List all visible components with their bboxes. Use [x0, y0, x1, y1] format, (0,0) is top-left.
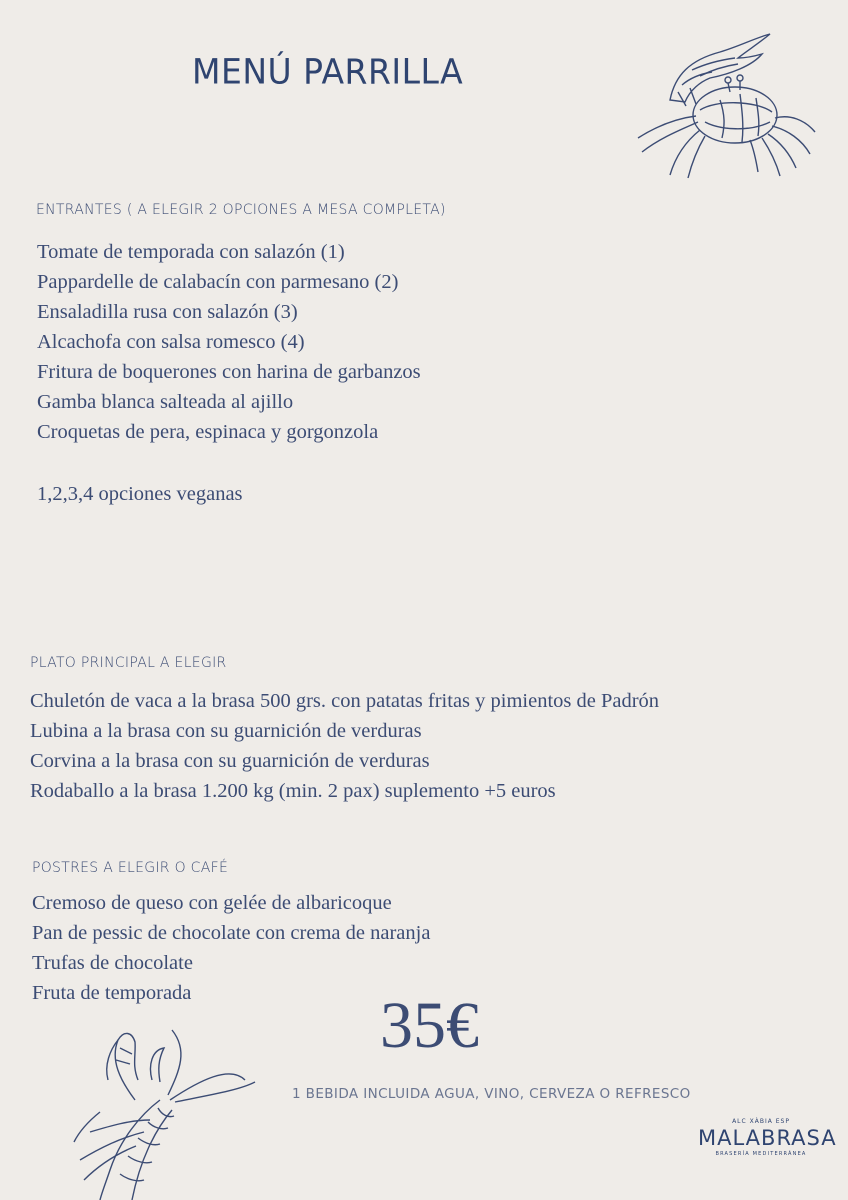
menu-title: MENÚ PARRILLA	[192, 51, 464, 92]
list-item: Cremoso de queso con gelée de albaricoque	[32, 892, 392, 914]
logo-sub-text: BRASERÍA MEDITERRÁNEA	[715, 1151, 807, 1157]
list-item: Lubina a la brasa con su guarnición de verduras	[30, 720, 422, 742]
logo-top-text: ALC XÀBIA ESP	[732, 1118, 790, 1125]
crab-illustration-icon	[630, 30, 830, 180]
list-item: Gamba blanca salteada al ajillo	[37, 391, 294, 413]
lobster-illustration-icon	[40, 1020, 300, 1200]
malabrasa-logo	[698, 1118, 837, 1157]
drink-note: 1 BEBIDA INCLUIDA AGUA, VINO, CERVEZA O REFRESCO	[292, 1086, 691, 1102]
list-item: Croquetas de pera, espinaca y gorgonzola	[37, 421, 379, 443]
list-item: Pan de pessic de chocolate con crema de naranja	[32, 922, 431, 944]
section-heading-principal: PLATO PRINCIPAL A ELEGIR	[30, 655, 227, 671]
list-item: Pappardelle de calabacín con parmesano (2)	[37, 271, 399, 293]
list-item: Ensaladilla rusa con salazón (3)	[37, 301, 298, 323]
list-item: Fritura de boquerones con harina de garbanzos	[37, 361, 421, 383]
list-item: Rodaballo a la brasa 1.200 kg (min. 2 pax) suplemento +5 euros	[30, 780, 556, 802]
list-item: Chuletón de vaca a la brasa 500 grs. con patatas fritas y pimientos de Padrón	[30, 690, 660, 712]
postres-list	[32, 888, 430, 1008]
vegan-note: 1,2,3,4 opciones veganas	[37, 483, 243, 505]
list-item: Fruta de temporada	[32, 982, 192, 1004]
list-item: Alcachofa con salsa romesco (4)	[37, 331, 305, 353]
section-heading-postres: POSTRES A ELEGIR O CAFÉ	[32, 860, 229, 876]
list-item: Trufas de chocolate	[32, 952, 193, 974]
logo-main-text: MALABRASA	[698, 1126, 837, 1150]
entrantes-list	[37, 237, 421, 447]
principal-list	[30, 686, 659, 806]
list-item: Tomate de temporada con salazón (1)	[37, 241, 345, 263]
section-heading-entrantes: ENTRANTES ( A ELEGIR 2 OPCIONES A MESA COMPLETA)	[36, 202, 446, 218]
menu-price: 35€	[380, 989, 479, 1062]
list-item: Corvina a la brasa con su guarnición de verduras	[30, 750, 430, 772]
